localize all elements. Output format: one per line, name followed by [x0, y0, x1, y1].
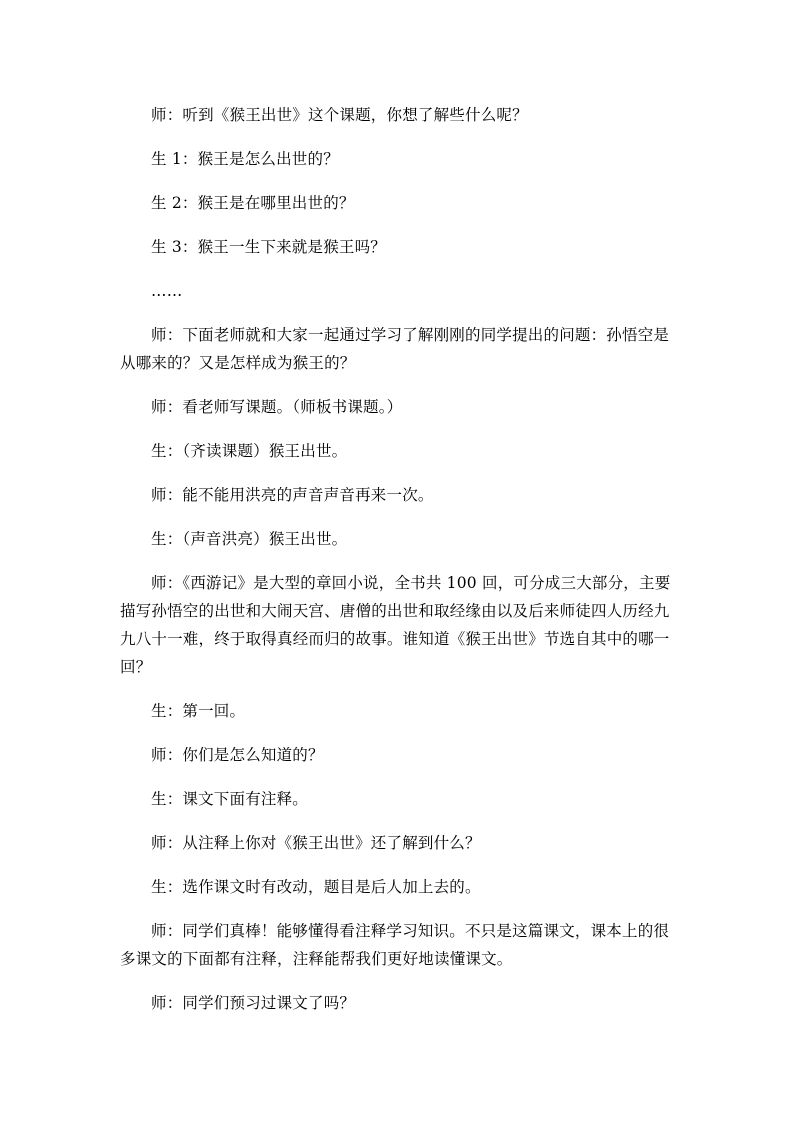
paragraph-student-read: 生：（齐读课题）猴王出世。: [151, 442, 348, 460]
paragraph-teacher-intro: 师：下面老师就和大家一起通过学习了解刚刚的同学提出的问题：孙悟空是从哪来的？又是怎样成为猴王的？: [120, 326, 670, 372]
paragraph-teacher-xiyouji: 师：《西游记》是大型的章回小说，全书共 100 回，可分成三大部分，主要描写孙悟空的出世和大闹天宫、唐僧的出世和取经缘由以及后来师徒四人历经九九八十一难，终于取得真经而归的故事。谁知道《猴王出世》节选自其中的哪一回？: [120, 574, 671, 676]
paragraph-teacher-praise: 师：同学们真棒！能够懂得看注释学习知识。不只是这篇课文，课本上的很多课文的下面都有注释，注释能帮我们更好地读懂课文。: [120, 922, 670, 968]
paragraph-student-1: 生 1：猴王是怎么出世的？: [151, 150, 339, 168]
paragraph-student-2: 生 2：猴王是在哪里出世的？: [151, 194, 355, 212]
paragraph-teacher-how: 师：你们是怎么知道的？: [151, 746, 324, 764]
paragraph-ellipsis: ……: [151, 282, 183, 300]
paragraph-student-notes: 生：课文下面有注释。: [151, 790, 309, 808]
paragraph-teacher-question: 师：听到《猴王出世》这个课题，你想了解些什么呢？: [151, 106, 528, 124]
paragraph-teacher-board: 师：看老师写课题。（师板书课题。）: [151, 398, 403, 416]
paragraph-teacher-notes: 师：从注释上你对《猴王出世》还了解到什么？: [151, 834, 481, 852]
paragraph-student-chapter: 生：第一回。: [151, 702, 246, 720]
paragraph-student-3: 生 3：猴王一生下来就是猴王吗？: [151, 238, 386, 256]
paragraph-teacher-preview: 师：同学们预习过课文了吗？: [151, 994, 356, 1012]
document-body: [120, 101, 680, 1033]
paragraph-student-changed: 生：选作课文时有改动，题目是后人加上去的。: [151, 878, 481, 896]
paragraph-teacher-again: 师：能不能用洪亮的声音声音再来一次。: [151, 486, 434, 504]
paragraph-student-loud: 生：（声音洪亮）猴王出世。: [151, 530, 348, 548]
